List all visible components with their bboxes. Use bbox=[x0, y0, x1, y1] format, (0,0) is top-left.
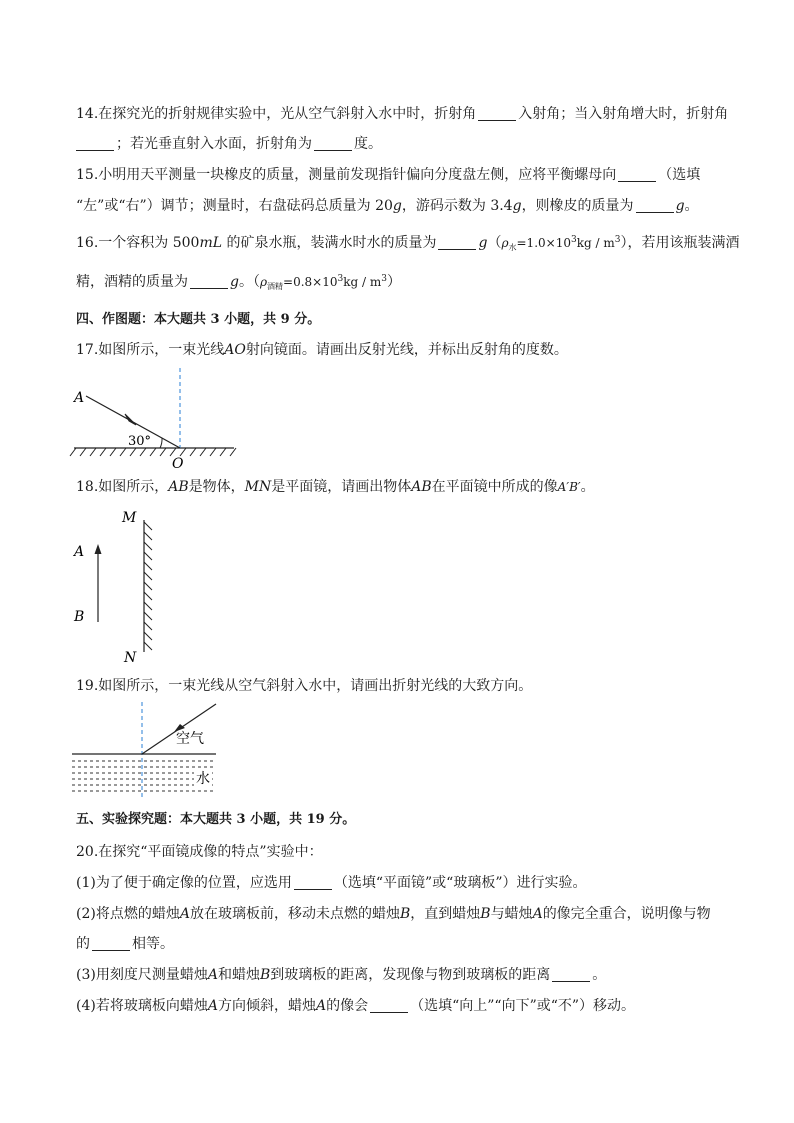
q20-text: (2)将点燃的蜡烛 bbox=[76, 906, 180, 922]
q20-text: 。 bbox=[592, 967, 607, 983]
formula-unit: kg / m bbox=[576, 236, 615, 250]
formula: =1.0×10 bbox=[516, 236, 571, 250]
candle-label: B bbox=[480, 906, 491, 922]
q20-text: 的 bbox=[76, 936, 90, 952]
candle-label: A bbox=[207, 998, 218, 1014]
section-5-title: 五、实验探究题：本大题共 3 小题，共 19 分。 bbox=[76, 812, 356, 827]
answer-blank[interactable] bbox=[314, 136, 352, 151]
label-air: 空气 bbox=[176, 731, 204, 747]
mirror-label: MN bbox=[244, 479, 272, 495]
q20-sub4 bbox=[76, 996, 635, 1016]
q20-stem: 20.在探究“平面镜成像的特点”实验中： bbox=[76, 844, 323, 860]
q20-text: ，直到蜡烛 bbox=[410, 906, 481, 922]
answer-blank[interactable] bbox=[370, 998, 408, 1013]
angle-arc bbox=[160, 438, 162, 448]
q20-text: (4)若将玻璃板向蜡烛 bbox=[76, 998, 208, 1014]
unit: mL bbox=[199, 235, 223, 251]
label-n: N bbox=[124, 650, 137, 666]
answer-blank[interactable] bbox=[92, 936, 130, 951]
answer-blank[interactable] bbox=[294, 875, 332, 890]
q14-line1 bbox=[76, 104, 728, 124]
q20-text: （选填“向上”“向下”或“不”）移动。 bbox=[410, 998, 636, 1014]
q16-line2 bbox=[76, 272, 401, 292]
q16-text: 16.一个容积为 500 bbox=[76, 235, 200, 251]
mirror-hatching bbox=[70, 448, 236, 456]
q19-text: 19.如图所示，一束光线从空气斜射入水中，请画出折射光线的大致方向。 bbox=[76, 678, 533, 694]
q18-text-part: 是物体， bbox=[188, 479, 245, 495]
image-label: A′B′ bbox=[557, 480, 581, 494]
exponent: 3 bbox=[570, 235, 577, 245]
q20-text: 的像会 bbox=[326, 998, 369, 1014]
answer-blank[interactable] bbox=[636, 198, 674, 213]
q16-line1 bbox=[76, 233, 739, 253]
candle-label: A bbox=[532, 906, 543, 922]
q16-text: ，若用该瓶装满酒 bbox=[627, 235, 740, 251]
exponent: 3 bbox=[614, 235, 621, 245]
q19-diagram bbox=[70, 698, 230, 808]
formula-water-density bbox=[501, 236, 620, 250]
q20-sub3 bbox=[76, 965, 606, 985]
rho: ρ bbox=[501, 236, 509, 250]
q17-diagram bbox=[70, 362, 250, 472]
exponent: 3 bbox=[337, 274, 344, 284]
answer-blank[interactable] bbox=[190, 274, 228, 289]
q15-line1 bbox=[76, 165, 700, 185]
q14-text: 入射角；当入射角增大时，折射角 bbox=[518, 106, 729, 122]
q14-text: 14.在探究光的折射规律实验中，光从空气斜射入水中时，折射角 bbox=[76, 106, 477, 122]
q20-sub2-line1 bbox=[76, 904, 711, 924]
q14-line2 bbox=[76, 134, 382, 154]
unit: g bbox=[478, 235, 488, 251]
exponent: 3 bbox=[381, 274, 387, 284]
candle-label: B bbox=[399, 906, 411, 922]
rho: ρ bbox=[259, 275, 268, 289]
q16-text: 精，酒精的质量为 bbox=[76, 274, 188, 290]
formula-alcohol-density bbox=[260, 275, 387, 289]
q16-text: 的矿泉水瓶，装满水时水的质量为 bbox=[222, 235, 437, 251]
q18-text-part: 在平面镜中所成的像 bbox=[431, 479, 558, 495]
q15-text: 15.小明用天平测量一块橡皮的质量，测量前发现指针偏向分度盘左侧，应将平衡螺母向 bbox=[76, 167, 617, 183]
q20-text: (1)为了便于确定像的位置，应选用 bbox=[76, 875, 292, 891]
q18-text-part: 。 bbox=[580, 479, 595, 495]
label-m: M bbox=[122, 510, 137, 526]
candle-label: A bbox=[315, 998, 327, 1014]
q18-text-part: 18.如图所示， bbox=[76, 479, 169, 495]
formula-unit: kg / m bbox=[343, 275, 382, 289]
q20-text: 与蜡烛 bbox=[490, 906, 533, 922]
angle-label: 30° bbox=[128, 434, 152, 449]
answer-blank[interactable] bbox=[618, 167, 656, 182]
label-a: A bbox=[74, 544, 85, 560]
q20-sub1 bbox=[76, 873, 586, 893]
q15-line2 bbox=[76, 196, 699, 216]
mirror-hatching bbox=[144, 522, 152, 650]
object-label: AB bbox=[411, 479, 432, 495]
q15-text: （选填 bbox=[658, 167, 701, 183]
ray-label: AO bbox=[224, 342, 246, 358]
q18-text-part: 是平面镜，请画出物体 bbox=[271, 479, 412, 495]
q18-diagram bbox=[70, 506, 190, 666]
paren: （ bbox=[487, 235, 502, 251]
q17-text bbox=[76, 340, 568, 360]
q20-sub2-line2 bbox=[76, 934, 174, 954]
subscript: 水 bbox=[508, 243, 517, 252]
section-4-title: 四、作图题：本大题共 3 小题，共 9 分。 bbox=[76, 312, 321, 327]
arrow-up-icon bbox=[95, 544, 102, 554]
q14-text: ；若光垂直射入水面，折射角为 bbox=[116, 136, 312, 152]
answer-blank[interactable] bbox=[76, 136, 114, 151]
candle-label: A bbox=[179, 906, 190, 922]
q20-text: （选填“平面镜”或“玻璃板”）进行实验。 bbox=[333, 875, 587, 891]
answer-blank[interactable] bbox=[552, 967, 590, 982]
label-a: A bbox=[74, 390, 85, 406]
q20-text: 的像完全重合，说明像与物 bbox=[542, 906, 711, 922]
q15-text: 。 bbox=[684, 198, 699, 214]
label-water: 水 bbox=[196, 771, 210, 787]
q14-text: 度。 bbox=[354, 136, 382, 152]
answer-blank[interactable] bbox=[478, 106, 516, 121]
q15-text: “左”或“右”）调节；测量时，右盘砝码总质量为 20 bbox=[76, 198, 393, 214]
q15-text: ，游码示数为 3.4 bbox=[401, 198, 513, 214]
q20-text: 放在玻璃板前，移动未点燃的蜡烛 bbox=[189, 906, 400, 922]
candle-label: B bbox=[259, 967, 271, 983]
q20-text: 和蜡烛 bbox=[217, 967, 260, 983]
object-label: AB bbox=[168, 479, 189, 495]
q15-text: ，则橡皮的质量为 bbox=[521, 198, 634, 214]
q17-text-part: 射向镜面。请画出反射光线，并标出反射角的度数。 bbox=[245, 342, 568, 358]
q17-text-part: 17.如图所示，一束光线 bbox=[76, 342, 225, 358]
answer-blank[interactable] bbox=[438, 235, 476, 250]
q20-text: 相等。 bbox=[132, 936, 174, 952]
q16-text: ） bbox=[386, 274, 401, 290]
unit: g bbox=[512, 198, 522, 214]
q16-text: 。（ bbox=[238, 274, 260, 290]
paren: ） bbox=[620, 235, 628, 251]
q20-text: (3)用刻度尺测量蜡烛 bbox=[76, 967, 208, 983]
unit: g bbox=[675, 198, 685, 214]
q20-text: 方向倾斜，蜡烛 bbox=[217, 998, 316, 1014]
q18-text bbox=[76, 477, 595, 497]
formula: =0.8×10 bbox=[283, 275, 338, 289]
unit: g bbox=[392, 198, 402, 214]
subscript: 酒精 bbox=[267, 282, 284, 291]
ray-arrow-icon bbox=[125, 414, 136, 425]
label-b: B bbox=[74, 609, 85, 625]
unit: g bbox=[230, 274, 239, 290]
q20-text: 到玻璃板的距离，发现像与物到玻璃板的距离 bbox=[270, 967, 551, 983]
label-o: O bbox=[172, 456, 184, 472]
candle-label: A bbox=[207, 967, 218, 983]
